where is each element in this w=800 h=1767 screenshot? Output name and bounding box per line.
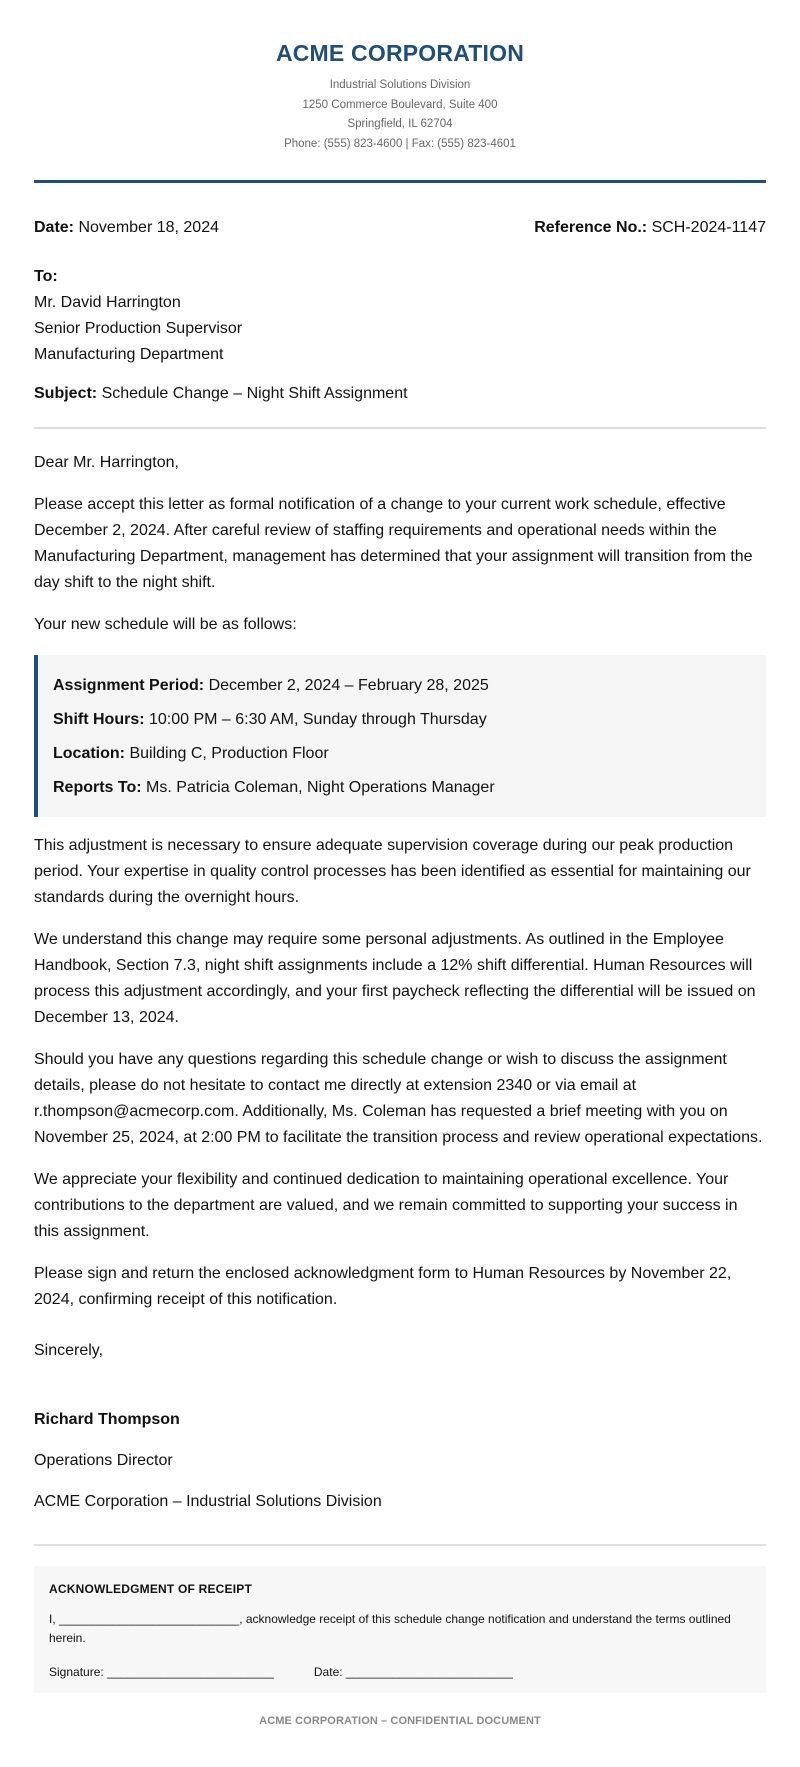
signer-name: Richard Thompson: [34, 1411, 180, 1428]
schedule-item-value: December 2, 2024 – February 28, 2025: [208, 677, 489, 694]
schedule-details-box: [34, 655, 766, 817]
acknowledgment-box: [34, 1566, 766, 1693]
schedule-item-value: Building C, Production Floor: [129, 745, 329, 762]
paragraph-return-form: Please sign and return the enclosed acknowledgment form to Human Resources by November 22, 2024, confirming receipt of this notification.: [34, 1265, 732, 1308]
letter-meta: [34, 218, 766, 238]
paragraph-compensation: We understand this change may require some personal adjustments. As outlined in the Employee Handbook, Section 7.3, night shift assignments include a 12% shift differential. Human Resources will process this adjustment accordingly, and your first paycheck reflecting the differential will be issued on December 13, 2024.: [34, 931, 756, 1026]
signer-title: Operations Director: [34, 1452, 173, 1469]
reference-value: SCH-2024-1147: [651, 219, 766, 236]
reference-field: [534, 218, 766, 238]
acknowledgment-title: ACKNOWLEDGMENT OF RECEIPT: [49, 1582, 252, 1596]
acknowledgment-signature-row: [49, 1665, 751, 1679]
letterhead: [34, 0, 766, 154]
acknowledgment-statement: I, ___________________________, acknowledge receipt of this schedule change notification and understand the terms outlined herein.: [49, 1612, 731, 1645]
valediction: Sincerely,: [34, 1342, 104, 1359]
reference-label: Reference No.:: [534, 219, 648, 236]
recipient-label: To:: [34, 268, 58, 285]
salutation: Dear Mr. Harrington,: [34, 454, 179, 471]
subject-divider: [34, 427, 766, 429]
header-divider: [34, 180, 766, 183]
subject-value: Schedule Change – Night Shift Assignment: [101, 385, 408, 402]
subject-label: Subject:: [34, 385, 98, 402]
subject-line: [34, 384, 766, 404]
acknowledgment-divider: [34, 1544, 766, 1546]
paragraph-schedule-intro: Your new schedule will be as follows:: [34, 616, 297, 633]
schedule-item-label: Shift Hours:: [53, 711, 145, 728]
company-name: ACME CORPORATION: [275, 40, 525, 66]
recipient-name: Mr. David Harrington: [34, 294, 181, 311]
schedule-item: [53, 703, 748, 737]
date-line: Date: _________________________: [313, 1665, 513, 1679]
signature-line: Signature: _________________________: [49, 1665, 274, 1679]
recipient-block: [34, 264, 766, 368]
schedule-item-label: Location:: [53, 745, 125, 762]
schedule-item-value: 10:00 PM – 6:30 AM, Sunday through Thursday: [149, 711, 487, 728]
address-line-1: 1250 Commerce Boulevard, Suite 400: [302, 98, 498, 111]
division-name: Industrial Solutions Division: [329, 79, 471, 91]
date-label: Date:: [34, 219, 75, 236]
schedule-item: [53, 669, 748, 703]
paragraph-contact: Should you have any questions regarding this schedule change or wish to discuss the assignment details, please do not hesitate to contact me directly at extension 2340 or via email at r.thompson@acmecorp.com. Additionally, Ms. Coleman has requested a brief meeting with you on November 25, 2024, at 2:00 PM to facilitate the transition process and review operational expectations.: [34, 1051, 763, 1146]
schedule-item-value: Ms. Patricia Coleman, Night Operations Manager: [146, 779, 495, 796]
date-value: November 18, 2024: [78, 219, 219, 236]
schedule-item: [53, 771, 748, 805]
confidential-footer: ACME CORPORATION – CONFIDENTIAL DOCUMENT: [259, 1715, 541, 1727]
date-field: [34, 218, 219, 238]
schedule-item: [53, 737, 748, 771]
paragraph-justification: This adjustment is necessary to ensure adequate supervision coverage during our peak production period. Your expertise in quality control processes has been identified as essential for maintaining our standards during the overnight hours.: [34, 837, 751, 906]
schedule-item-label: Reports To:: [53, 779, 142, 796]
recipient-title: Senior Production Supervisor: [34, 320, 243, 337]
paragraph-appreciation: We appreciate your flexibility and continued dedication to maintaining operational excellence. Your contributions to the department are valued, and we remain committed to supporting your success in this assignment.: [34, 1171, 738, 1240]
recipient-department: Manufacturing Department: [34, 346, 224, 363]
address-line-2: Springfield, IL 62704: [347, 118, 453, 130]
paragraph-notification: Please accept this letter as formal notification of a change to your current work schedule, effective December 2, 2024. After careful review of staffing requirements and operational needs within the Manufacturing Department, management has determined that your assignment will transition from the day shift to the night shift.: [34, 496, 753, 591]
contact-line: Phone: (555) 823-4600 | Fax: (555) 823-4601: [284, 137, 516, 150]
signer-organization: ACME Corporation – Industrial Solutions Division: [34, 1493, 382, 1510]
schedule-item-label: Assignment Period:: [53, 677, 205, 694]
